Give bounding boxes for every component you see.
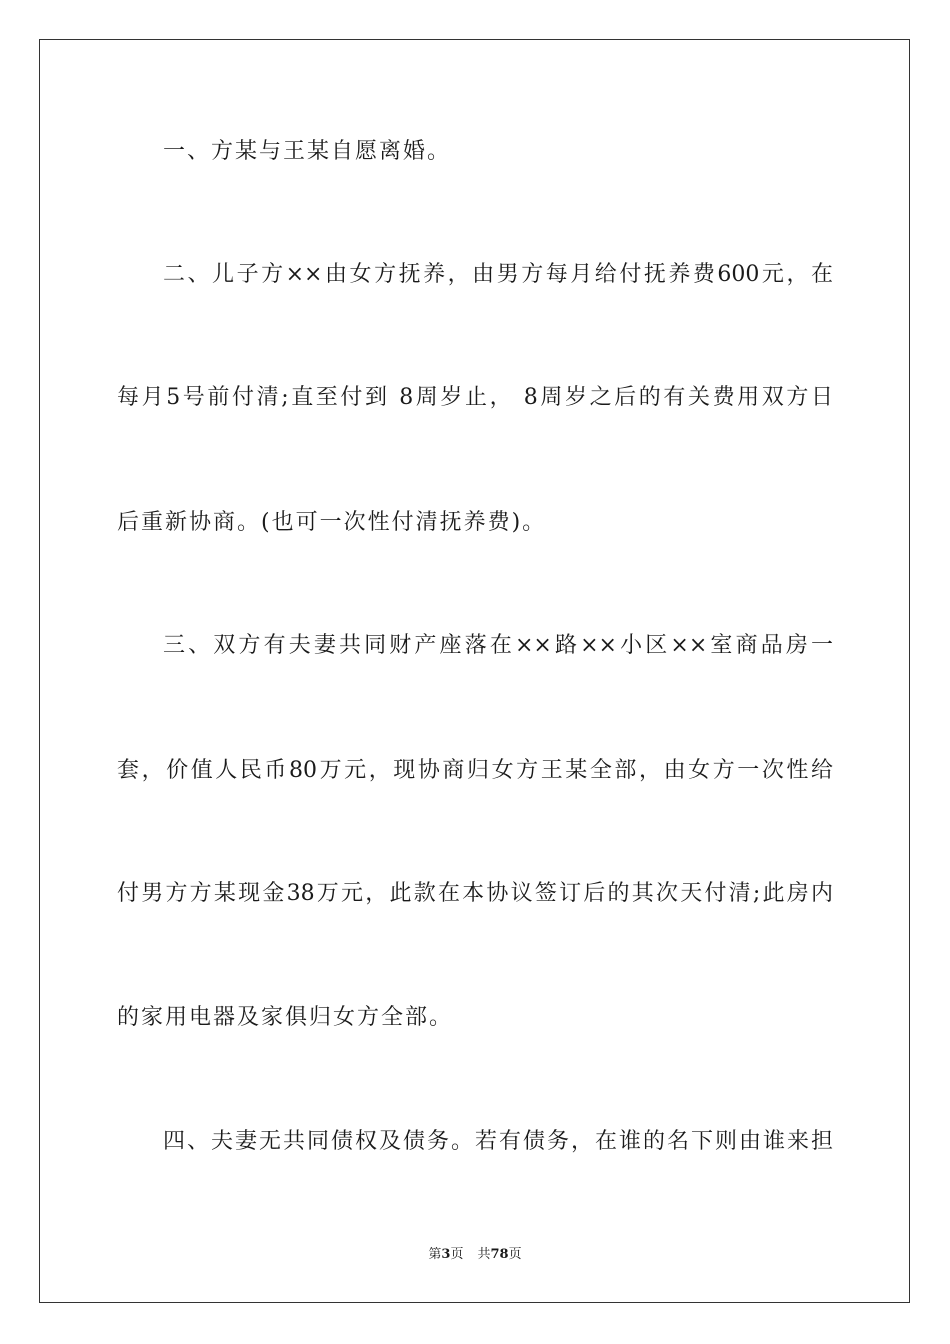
page-footer <box>0 1246 950 1264</box>
paragraph-line-1: 一、方某与王某自愿离婚。 <box>163 139 452 164</box>
paragraph-line-7: 付男方方某现金38万元，此款在本协议签订后的其次天付清;此房内 <box>117 881 833 906</box>
total-pages: 78 <box>490 1247 509 1262</box>
total-prefix: 共 <box>477 1247 491 1262</box>
total-suffix: 页 <box>508 1247 522 1262</box>
paragraph-line-4: 后重新协商。(也可一次性付清抚养费)。 <box>117 510 547 535</box>
paragraph-line-3: 每月5号前付清;直至付到 8周岁止， 8周岁之后的有关费用双方日 <box>117 385 833 410</box>
page-border <box>39 39 910 1303</box>
paragraph-line-8: 的家用电器及家俱归女方全部。 <box>117 1005 454 1030</box>
paragraph-line-2: 二、儿子方××由女方抚养，由男方每月给付抚养费600元，在 <box>163 262 833 287</box>
page-suffix: 页 <box>450 1247 464 1262</box>
paragraph-line-9: 四、夫妻无共同债权及债务。若有债务，在谁的名下则由谁来担 <box>163 1129 833 1154</box>
page-prefix: 第 <box>428 1247 442 1262</box>
paragraph-line-5: 三、双方有夫妻共同财产座落在××路××小区××室商品房一 <box>163 633 833 658</box>
paragraph-line-6: 套，价值人民币80万元，现协商归女方王某全部，由女方一次性给 <box>117 758 833 783</box>
page-number: 3 <box>441 1247 451 1262</box>
